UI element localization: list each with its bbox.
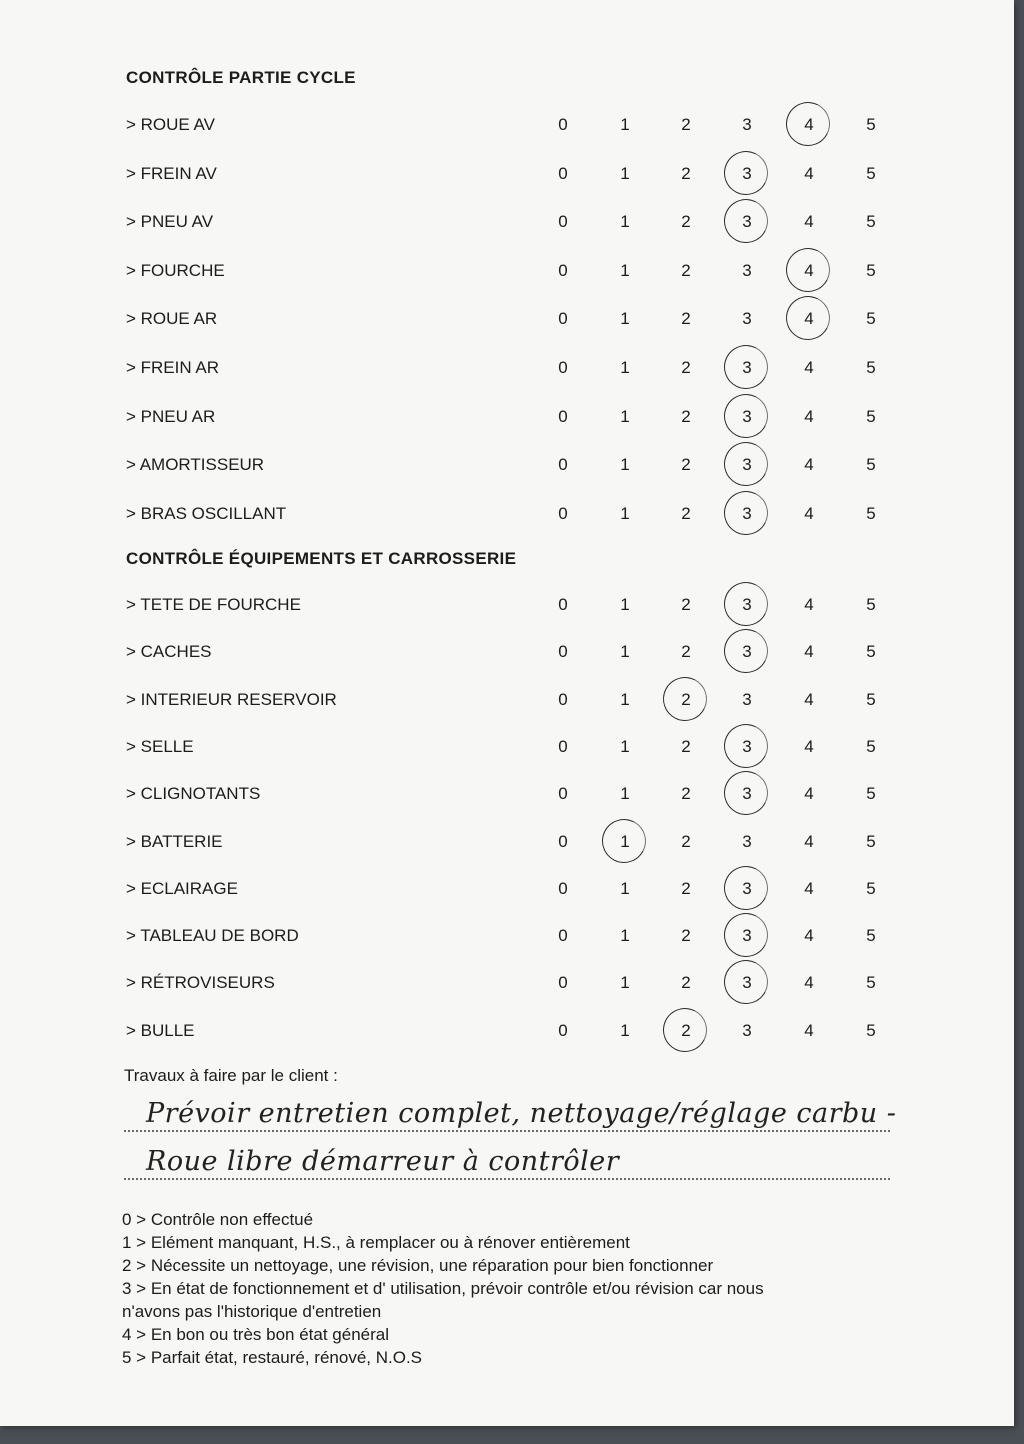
score-option[interactable]: 3 (742, 309, 752, 329)
score-option[interactable]: 3 (742, 1020, 752, 1040)
score-option[interactable]: 0 (558, 1020, 568, 1040)
score-option[interactable]: 0 (558, 736, 568, 756)
handwritten-note-line-2: Roue libre démarreur à contrôler (146, 1146, 620, 1177)
score-option-circled[interactable]: 1 (610, 829, 640, 855)
checklist-row (126, 781, 886, 807)
score-option-circled[interactable]: 3 (732, 923, 762, 949)
checklist-item-label: > FOURCHE (126, 260, 225, 280)
score-option[interactable]: 2 (681, 784, 691, 804)
score-option[interactable]: 5 (866, 358, 876, 377)
checklist-item-label: > ROUE AR (126, 309, 218, 329)
score-option[interactable]: 1 (620, 358, 630, 377)
score-option[interactable]: 4 (804, 784, 814, 804)
score-option-circled[interactable]: 3 (732, 639, 762, 665)
score-option[interactable]: 3 (742, 831, 752, 851)
checklist-item-label: > BATTERIE (126, 831, 223, 851)
score-option[interactable]: 5 (866, 642, 876, 662)
checklist-row (126, 734, 886, 760)
score-option[interactable]: 2 (681, 115, 691, 134)
score-option[interactable]: 4 (804, 212, 814, 232)
score-option[interactable]: 1 (620, 973, 630, 993)
score-option[interactable]: 2 (681, 736, 691, 756)
score-option[interactable]: 0 (558, 358, 568, 377)
checklist-row (126, 876, 886, 902)
score-option[interactable]: 4 (804, 642, 814, 662)
score-option-circled[interactable]: 4 (794, 112, 824, 138)
checklist-item-label: > ROUE AV (126, 115, 215, 134)
score-option[interactable]: 5 (866, 455, 876, 475)
score-option[interactable]: 3 (742, 115, 752, 134)
score-option[interactable]: 2 (681, 455, 691, 475)
checklist-item-label: > PNEU AV (126, 212, 214, 232)
score-option[interactable]: 4 (804, 973, 814, 993)
handwritten-note-line-1: Prévoir entretien complet, nettoyage/réglage carbu - (146, 1098, 897, 1129)
score-option[interactable]: 0 (558, 595, 568, 614)
score-option-circled[interactable]: 2 (671, 1018, 701, 1044)
checklist-item-label: > BULLE (126, 1020, 195, 1040)
score-option[interactable]: 1 (620, 878, 630, 898)
score-option[interactable]: 1 (620, 163, 630, 183)
checklist-row (126, 970, 886, 996)
score-option[interactable]: 3 (742, 260, 752, 280)
checklist-row (126, 592, 886, 618)
score-option[interactable]: 5 (866, 406, 876, 426)
score-option[interactable]: 5 (866, 973, 876, 993)
score-option-circled[interactable]: 2 (671, 687, 701, 713)
score-option[interactable]: 0 (558, 642, 568, 662)
score-option[interactable]: 0 (558, 406, 568, 426)
checklist-item-label: > INTERIEUR RESERVOIR (126, 689, 337, 709)
score-option[interactable]: 4 (804, 163, 814, 183)
score-option[interactable]: 1 (620, 309, 630, 329)
checklist-row (126, 306, 886, 332)
score-option[interactable]: 2 (681, 595, 691, 614)
checklist-item-label: > BRAS OSCILLANT (126, 503, 287, 523)
score-option[interactable]: 2 (681, 878, 691, 898)
score-option[interactable]: 2 (681, 163, 691, 183)
score-option[interactable]: 5 (866, 1020, 876, 1040)
score-option[interactable]: 0 (558, 260, 568, 280)
score-option[interactable]: 4 (804, 595, 814, 614)
score-option-circled[interactable]: 3 (732, 355, 762, 381)
score-option[interactable]: 0 (558, 503, 568, 523)
score-option-circled[interactable]: 3 (732, 501, 762, 527)
score-option[interactable]: 0 (558, 878, 568, 898)
score-option[interactable]: 4 (804, 736, 814, 756)
score-option-circled[interactable]: 3 (732, 876, 762, 902)
score-option[interactable]: 4 (804, 358, 814, 377)
score-option-circled[interactable]: 3 (732, 209, 762, 235)
score-option[interactable]: 4 (804, 503, 814, 523)
score-option[interactable]: 1 (620, 406, 630, 426)
score-option[interactable]: 2 (681, 973, 691, 993)
score-option[interactable]: 0 (558, 926, 568, 946)
score-option[interactable]: 5 (866, 260, 876, 280)
score-option[interactable]: 5 (866, 736, 876, 756)
score-option[interactable]: 1 (620, 260, 630, 280)
legend-line-2: 2 > Nécessite un nettoyage, une révision, une réparation pour bien fonctionner (122, 1256, 714, 1275)
score-option[interactable]: 1 (620, 926, 630, 946)
score-option[interactable]: 4 (804, 455, 814, 475)
score-option[interactable]: 2 (681, 309, 691, 329)
checklist-item-label: > ECLAIRAGE (126, 878, 238, 898)
legend (122, 1208, 902, 1369)
legend-line-3: 3 > En état de fonctionnement et d' utilisation, prévoir contrôle et/ou révision car nous (122, 1279, 764, 1298)
score-option-circled[interactable]: 3 (732, 404, 762, 430)
checklist-item-label: > RÉTROVISEURS (126, 973, 275, 993)
score-option[interactable]: 2 (681, 503, 691, 523)
score-option[interactable]: 0 (558, 831, 568, 851)
checklist-item-label: > FREIN AV (126, 163, 217, 183)
score-option[interactable]: 2 (681, 358, 691, 377)
score-option-circled[interactable]: 4 (794, 306, 824, 332)
checklist-row (126, 355, 886, 381)
score-option[interactable]: 2 (681, 642, 691, 662)
score-option-circled[interactable]: 3 (732, 781, 762, 807)
checklist-item-label: > CACHES (126, 642, 212, 662)
score-option[interactable]: 0 (558, 784, 568, 804)
score-option[interactable]: 5 (866, 115, 876, 134)
score-option-circled[interactable]: 3 (732, 592, 762, 618)
score-option[interactable]: 4 (804, 689, 814, 709)
score-option-circled[interactable]: 4 (794, 258, 824, 284)
score-option[interactable]: 1 (620, 784, 630, 804)
score-option[interactable]: 4 (804, 1020, 814, 1040)
note-dotted-line-2 (124, 1178, 890, 1180)
score-option[interactable]: 2 (681, 260, 691, 280)
score-option[interactable]: 5 (866, 503, 876, 523)
checklist-row (126, 501, 886, 527)
score-option[interactable]: 5 (866, 212, 876, 232)
score-option[interactable]: 0 (558, 309, 568, 329)
notes-label: Travaux à faire par le client : (124, 1066, 338, 1085)
score-option[interactable]: 5 (866, 163, 876, 183)
score-option[interactable]: 1 (620, 455, 630, 475)
score-option[interactable]: 1 (620, 689, 630, 709)
checklist-row (126, 923, 886, 949)
legend-line-4: 4 > En bon ou très bon état général (122, 1325, 390, 1344)
score-option-circled[interactable]: 3 (732, 161, 762, 187)
checklist-item-label: > TETE DE FOURCHE (126, 595, 301, 614)
legend-line-1: 1 > Elément manquant, H.S., à remplacer ou à rénover entièrement (122, 1233, 630, 1252)
score-option[interactable]: 2 (681, 831, 691, 851)
score-option-circled[interactable]: 3 (732, 970, 762, 996)
checklist-row (126, 112, 886, 138)
score-option[interactable]: 2 (681, 926, 691, 946)
legend-line-5: 5 > Parfait état, restauré, rénové, N.O.S (122, 1348, 423, 1367)
score-option[interactable]: 0 (558, 115, 568, 134)
legend-line-0: 0 > Contrôle non effectué (122, 1210, 314, 1229)
section-title-equipment: CONTRÔLE ÉQUIPEMENTS ET CARROSSERIE (126, 549, 517, 568)
score-option[interactable]: 4 (804, 878, 814, 898)
score-option[interactable]: 4 (804, 406, 814, 426)
score-option[interactable]: 1 (620, 642, 630, 662)
checklist-item-label: > TABLEAU DE BORD (126, 926, 299, 946)
checklist-row (126, 687, 886, 713)
score-option[interactable]: 3 (742, 689, 752, 709)
checklist-row (126, 639, 886, 665)
score-option[interactable]: 5 (866, 878, 876, 898)
score-option[interactable]: 4 (804, 926, 814, 946)
score-option[interactable]: 5 (866, 926, 876, 946)
score-option[interactable]: 5 (866, 784, 876, 804)
score-option[interactable]: 4 (804, 831, 814, 851)
checklist-row (126, 452, 886, 478)
score-option[interactable]: 0 (558, 212, 568, 232)
checklist-item-label: > AMORTISSEUR (126, 455, 265, 475)
checklist-item-label: > PNEU AR (126, 406, 216, 426)
score-option[interactable]: 1 (620, 503, 630, 523)
score-option-circled[interactable]: 3 (732, 734, 762, 760)
section-title-cycle: CONTRÔLE PARTIE CYCLE (126, 68, 356, 87)
checklist-item-label: > CLIGNOTANTS (126, 784, 261, 804)
score-option-circled[interactable]: 3 (732, 452, 762, 478)
score-option[interactable]: 5 (866, 309, 876, 329)
legend-line-3b: n'avons pas l'historique d'entretien (122, 1302, 382, 1321)
checklist-row (126, 829, 886, 855)
score-option[interactable]: 1 (620, 212, 630, 232)
score-option[interactable]: 5 (866, 831, 876, 851)
checklist-item-label: > SELLE (126, 736, 194, 756)
note-dotted-line-1 (124, 1130, 890, 1132)
score-option[interactable]: 1 (620, 1020, 630, 1040)
checklist-row (126, 209, 886, 235)
score-option[interactable]: 1 (620, 595, 630, 614)
score-option[interactable]: 0 (558, 973, 568, 993)
checklist-row (126, 258, 886, 284)
score-option[interactable]: 5 (866, 689, 876, 709)
score-option[interactable]: 1 (620, 115, 630, 134)
score-option[interactable]: 1 (620, 736, 630, 756)
checklist-row (126, 404, 886, 430)
score-option[interactable]: 0 (558, 455, 568, 475)
score-option[interactable]: 0 (558, 163, 568, 183)
score-option[interactable]: 5 (866, 595, 876, 614)
score-option[interactable]: 0 (558, 689, 568, 709)
checklist-item-label: > FREIN AR (126, 358, 220, 377)
score-option[interactable]: 2 (681, 406, 691, 426)
checklist-row (126, 161, 886, 187)
score-option[interactable]: 2 (681, 212, 691, 232)
checklist-row (126, 1018, 886, 1044)
